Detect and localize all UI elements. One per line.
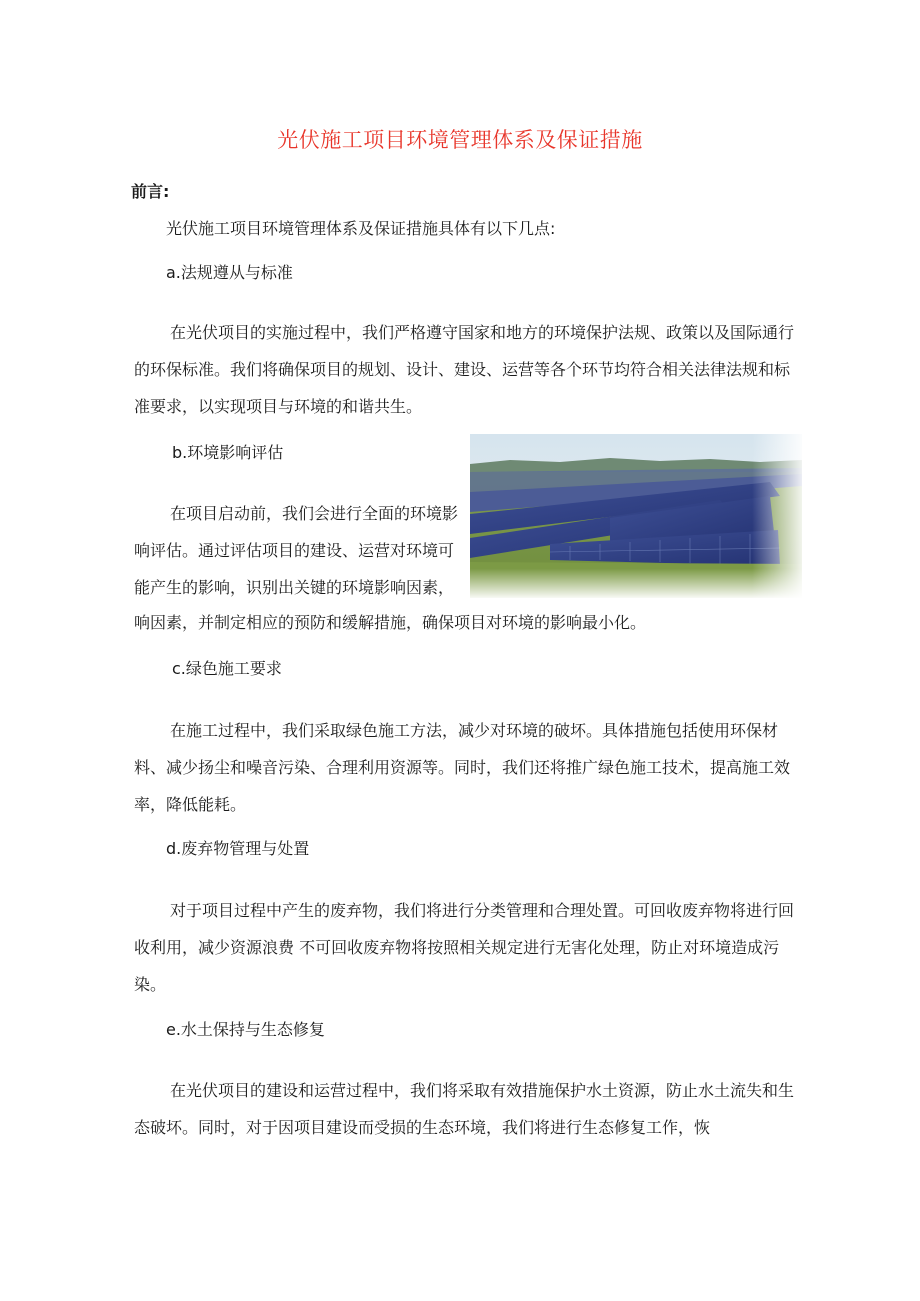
intro-line: 光伏施工项目环境管理体系及保证措施具体有以下几点:	[166, 219, 556, 238]
section-heading-a: a.法规遵从与标准	[166, 263, 293, 282]
section-heading-c: c.绿色施工要求	[172, 659, 282, 678]
section-heading-d: d.废弃物管理与处置	[166, 839, 310, 858]
section-body-a: 在光伏项目的实施过程中，我们严格遵守国家和地方的环境保护法规、政策以及国际通行的环保标准。我们将确保项目的规划、设计、建设、运营等各个环节均符合相关法律法规和标准要求，以实现项目与环境的和谐共生。	[134, 323, 795, 416]
section-body-b: 在项目启动前，我们会进行全面的环境影响评估。通过评估项目的建设、运营对环境可能产生的影响，识别出关键的环境影响因素，	[134, 504, 459, 597]
section-heading-e: e.水土保持与生态修复	[166, 1020, 325, 1039]
section-body-b-continued: 响因素，并制定相应的预防和缓解措施，确保项目对环境的影响最小化。	[134, 613, 647, 632]
section-heading-b: b.环境影响评估	[172, 443, 284, 462]
foreword-label: 前言:	[131, 182, 170, 201]
section-body-e: 在光伏项目的建设和运营过程中，我们将采取有效措施保护水土资源，防止水土流失和生态破坏。同时，对于因项目建设而受损的生态环境，我们将进行生态修复工作，恢	[134, 1081, 795, 1137]
section-body-c: 在施工过程中，我们采取绿色施工方法，减少对环境的破坏。具体措施包括使用环保材料、减少扬尘和噪音污染、合理利用资源等。同时，我们还将推广绿色施工技术，提高施工效率，降低能耗。	[134, 721, 791, 814]
section-body-d: 对于项目过程中产生的废弃物，我们将进行分类管理和合理处置。可回收废弃物将进行回收利用，减少资源浪费 不可回收废弃物将按照相关规定进行无害化处理，防止对环境造成污染。	[134, 901, 795, 994]
solar-panel-field-photo	[470, 434, 802, 598]
document-title: 光伏施工项目环境管理体系及保证措施	[277, 128, 643, 152]
